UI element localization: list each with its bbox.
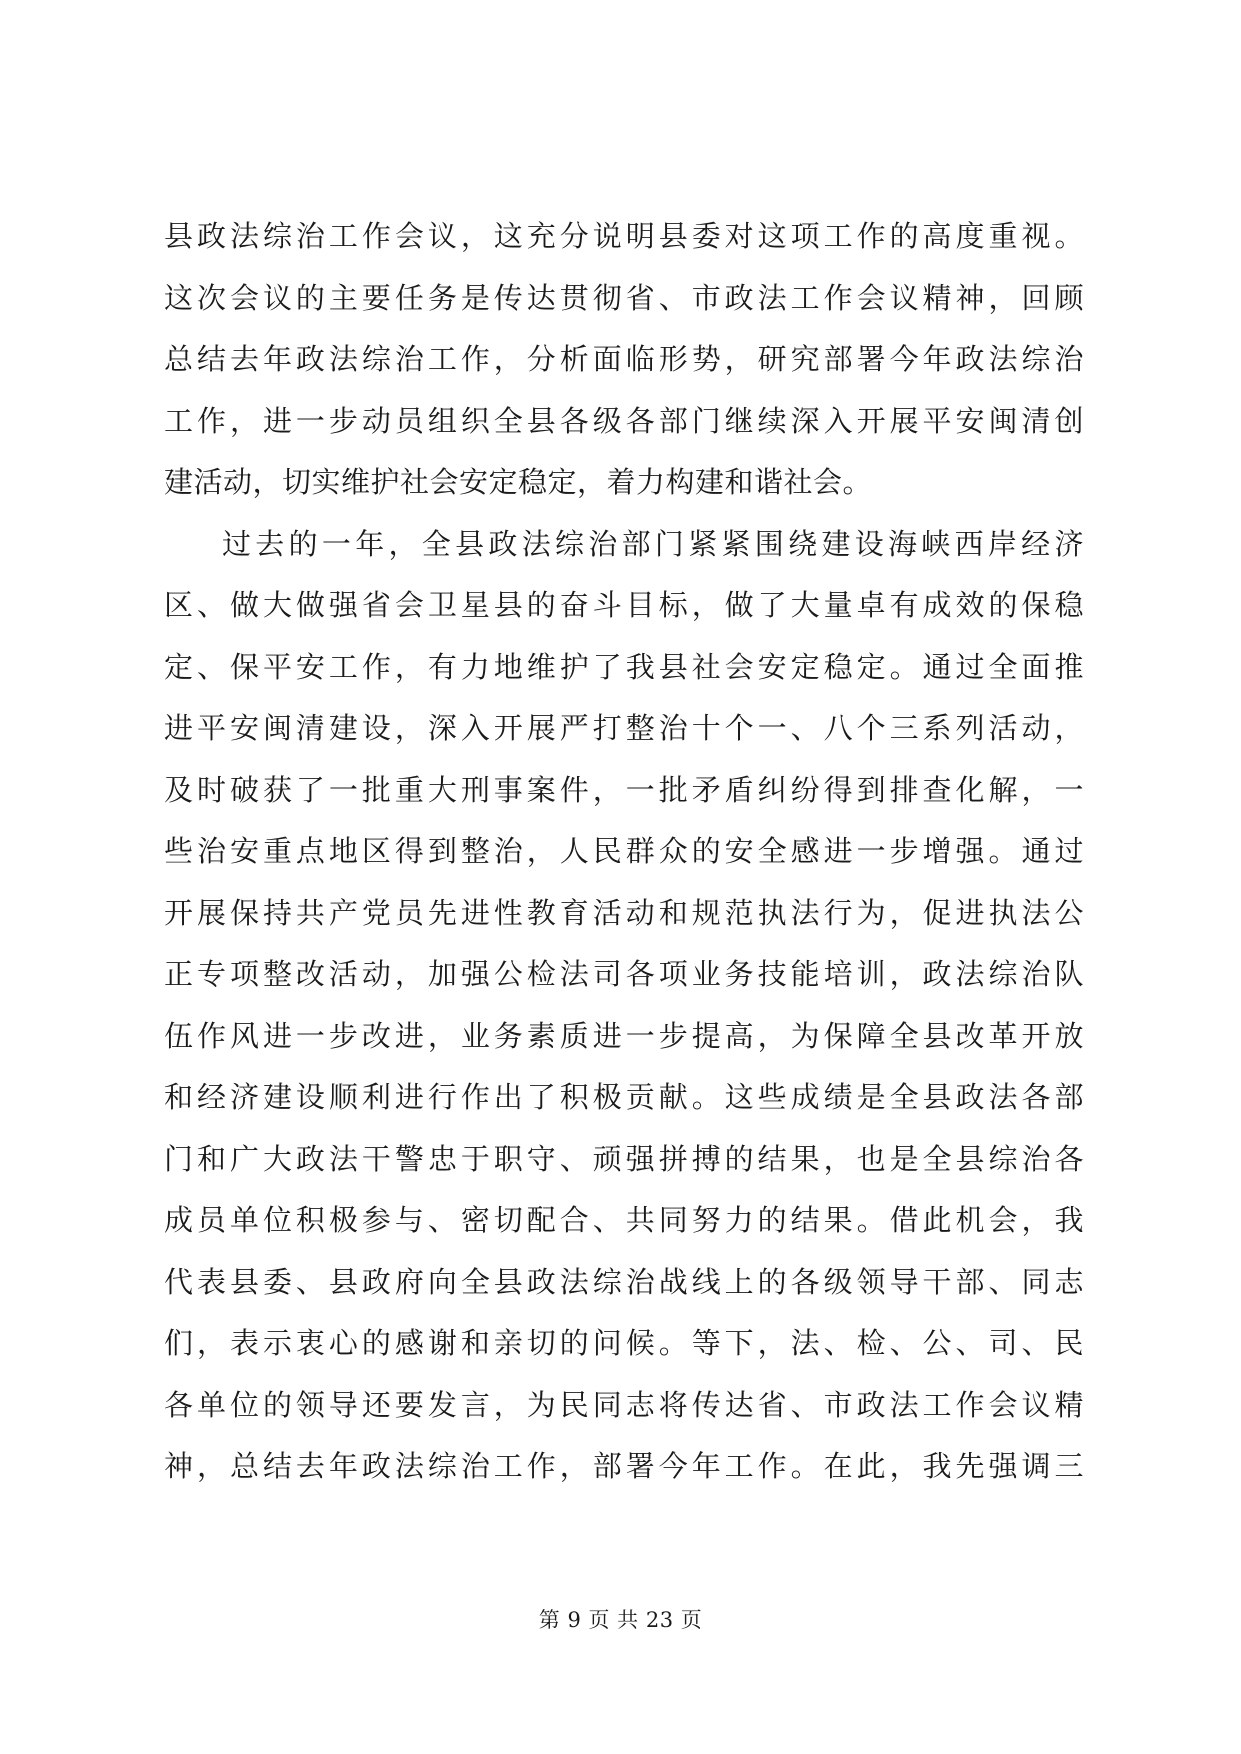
text-line: 这次会议的主要任务是传达贯彻省、市政法工作会议精神，回顾 (164, 280, 1084, 315)
text-line: 定、保平安工作，有力地维护了我县社会安定稳定。通过全面推 (164, 649, 1084, 684)
text-line: 代表县委、县政府向全县政法综治战线上的各级领导干部、同志 (164, 1264, 1084, 1299)
text-line: 神，总结去年政法综治工作，部署今年工作。在此，我先强调三 (164, 1449, 1084, 1483)
text-line: 及时破获了一批重大刑事案件，一批矛盾纠纷得到排查化解，一 (164, 772, 1084, 807)
text-line: 伍作风进一步改进，业务素质进一步提高，为保障全县改革开放 (164, 1018, 1084, 1053)
text-line: 开展保持共产党员先进性教育活动和规范执法行为，促进执法公 (164, 895, 1084, 930)
text-line: 建活动，切实维护社会安定稳定，着力构建和谐社会。 (164, 465, 873, 499)
page-number-footer: 第 9 页 共 23 页 (538, 1608, 703, 1632)
text-line: 区、做大做强省会卫星县的奋斗目标，做了大量卓有成效的保稳 (164, 588, 1084, 622)
text-line: 门和广大政法干警忠于职守、顽强拼搏的结果，也是全县综治各 (164, 1141, 1084, 1176)
text-line: 各单位的领导还要发言，为民同志将传达省、市政法工作会议精 (164, 1387, 1084, 1422)
body-text (164, 206, 1084, 1498)
text-line: 和经济建设顺利进行作出了积极贡献。这些成绩是全县政法各部 (164, 1080, 1084, 1114)
text-line: 工作，进一步动员组织全县各级各部门继续深入开展平安闽清创 (164, 403, 1084, 438)
text-line: 些治安重点地区得到整治，人民群众的安全感进一步增强。通过 (164, 834, 1084, 868)
text-line: 们，表示衷心的感谢和亲切的问候。等下，法、检、公、司、民 (164, 1326, 1084, 1360)
paragraph-first-line: 过去的一年，全县政法综治部门紧紧围绕建设海峡西岸经济 (222, 526, 1084, 561)
text-line: 成员单位积极参与、密切配合、共同努力的结果。借此机会，我 (164, 1203, 1084, 1237)
text-line: 正专项整改活动，加强公检法司各项业务技能培训，政法综治队 (164, 957, 1084, 991)
text-line: 总结去年政法综治工作，分析面临形势，研究部署今年政法综治 (164, 342, 1084, 376)
text-line: 进平安闽清建设，深入开展严打整治十个一、八个三系列活动， (164, 711, 1084, 745)
text-line: 县政法综治工作会议，这充分说明县委对这项工作的高度重视。 (164, 219, 1084, 253)
